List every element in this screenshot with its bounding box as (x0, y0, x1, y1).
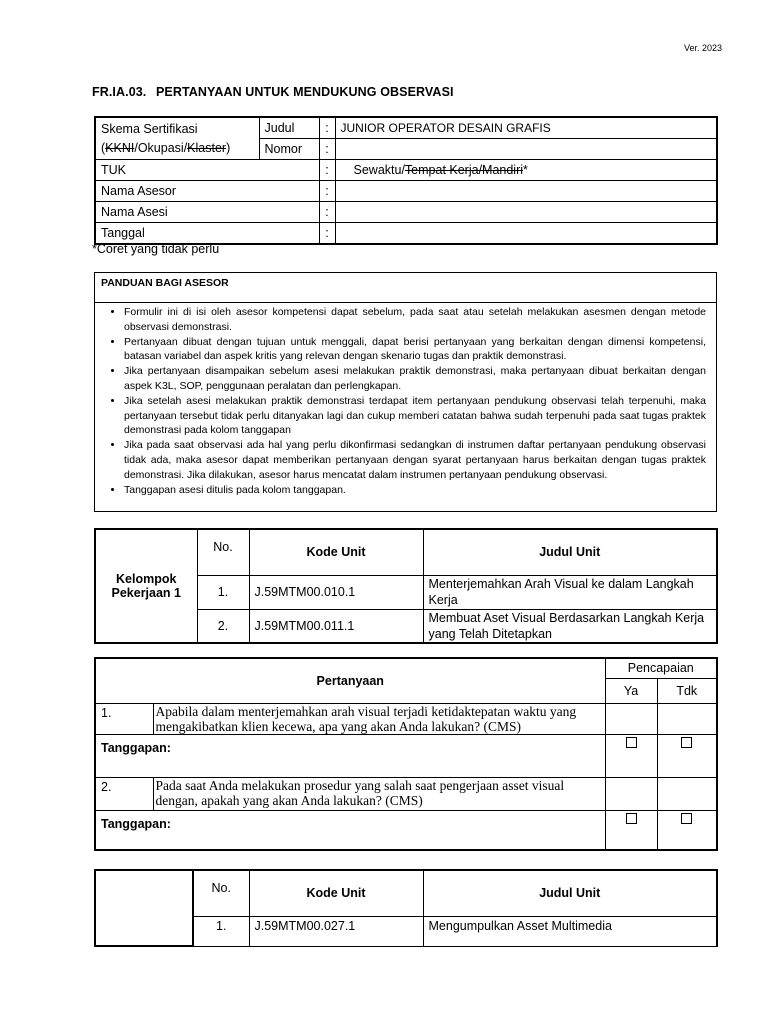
col-tdk: Tdk (657, 678, 717, 703)
asesi-value[interactable] (335, 202, 717, 223)
judul-value[interactable]: JUNIOR OPERATOR DESAIN GRAFIS (335, 117, 717, 139)
question-table (94, 657, 718, 851)
nomor-value[interactable] (335, 139, 717, 160)
klaster-struck: Klaster (187, 140, 227, 155)
panduan-title: PANDUAN BAGI ASESOR (95, 273, 716, 303)
tanggapan-row (95, 734, 717, 777)
tdk-checkbox[interactable] (681, 737, 692, 748)
panduan-item: • Formulir ini di isi oleh asesor kompetensi dapat sebelum, pada saat atau setelah melakukan asesmen dengan metode observasi demonstrasi. (124, 305, 706, 335)
ya-checkbox[interactable] (626, 737, 637, 748)
tuk-struck: Tempat Kerja/Mandiri (404, 163, 524, 177)
ya-cell (605, 703, 657, 734)
col-kode: Kode Unit (249, 870, 423, 916)
skema-cell (95, 117, 259, 160)
row-judul: Menterjemahkan Arah Visual ke dalam Langkah Kerja (423, 575, 717, 609)
col-no: No. (197, 529, 249, 575)
ya-cell (605, 777, 657, 810)
tdk-cell (657, 703, 717, 734)
panduan-item: • Tanggapan asesi ditulis pada kolom tanggapan. (124, 483, 706, 498)
col-no: No. (193, 870, 249, 916)
row-kode: J.59MTM00.010.1 (249, 575, 423, 609)
question-text: Apabila dalam menterjemahkan arah visual terjadi ketidaktepatan waktu yang mengakibatkan klien kecewa, apa yang akan Anda lakukan? (CMS) (153, 703, 605, 734)
row-judul: Membuat Aset Visual Berdasarkan Langkah Kerja yang Telah Ditetapkan (423, 609, 717, 643)
row-judul: Mengumpulkan Asset Multimedia (423, 916, 717, 946)
panduan-item: • Jika pertanyaan disampaikan sebelum asesi melakukan praktik demonstrasi, maka pertanyaan dibuat berkaitan dengan aspek K3L, SOP, penggunaan peralatan dan perlengkapan. (124, 364, 706, 394)
question-row (95, 777, 717, 810)
tanggal-label: Tanggal (95, 223, 319, 245)
asesi-label: Nama Asesi (95, 202, 319, 223)
tanggapan-row (95, 810, 717, 850)
form-title (92, 85, 454, 99)
question-no: 2. (95, 777, 153, 810)
kelompok-blank (95, 870, 193, 946)
unit-table-2 (94, 869, 718, 947)
panduan-item: • Pertanyaan dibuat dengan tujuan untuk menggali, dapat berisi pertanyaan yang berkaitan dengan dimensi kompetensi, batasan variabel dan aspek kritis yang relevan dengan skenario tugas dan praktik demonstrasi. (124, 335, 706, 365)
tuk-value[interactable]: Sewaktu/Tempat Kerja/Mandiri* (335, 160, 717, 181)
kkni-struck: KKNI (105, 140, 135, 155)
row-kode: J.59MTM00.027.1 (249, 916, 423, 946)
panduan-box (94, 272, 717, 512)
asesor-label: Nama Asesor (95, 181, 319, 202)
kelompok-label: Kelompok Pekerjaan 1 (95, 529, 197, 643)
tuk-label: TUK (95, 160, 319, 181)
panduan-list (95, 303, 716, 497)
strike-note: *Coret yang tidak perlu (92, 242, 220, 256)
ya-checkbox[interactable] (626, 813, 637, 824)
question-text: Pada saat Anda melakukan prosedur yang salah saat pengerjaan asset visual dengan, apakah yang akan Anda lakukan? (CMS) (153, 777, 605, 810)
identity-table (94, 116, 718, 245)
col-judul: Judul Unit (423, 870, 717, 916)
version-label: Ver. 2023 (683, 43, 722, 53)
col-kode: Kode Unit (249, 529, 423, 575)
tdk-cell (657, 777, 717, 810)
form-code: FR.IA.03. (92, 85, 147, 99)
colon: : (319, 117, 335, 139)
unit-table-1 (94, 528, 718, 644)
judul-label: Judul (259, 117, 319, 139)
col-pertanyaan: Pertanyaan (95, 658, 605, 703)
colon: : (319, 139, 335, 160)
colon: : (319, 202, 335, 223)
col-judul: Judul Unit (423, 529, 717, 575)
tdk-checkbox[interactable] (681, 813, 692, 824)
colon: : (319, 223, 335, 245)
skema-subtitle: (KKNI/Okupasi/Klaster) (101, 140, 231, 155)
panduan-item: • Jika setelah asesi melakukan praktik demonstrasi terdapat item pertanyaan pendukung observasi telah terpenuhi, maka pertanyaan tersebut tidak perlu ditanyakan lagi dan cukup memberi catatan bahwa sudah terpenuhi pada saat tugas praktek demonstrasi pada kolom tanggapan (124, 394, 706, 438)
question-no: 1. (95, 703, 153, 734)
tanggapan-label[interactable]: Tanggapan: (95, 810, 605, 850)
row-kode: J.59MTM00.011.1 (249, 609, 423, 643)
question-row (95, 703, 717, 734)
nomor-label: Nomor (259, 139, 319, 160)
form-title-text: PERTANYAAN UNTUK MENDUKUNG OBSERVASI (155, 85, 454, 99)
asesor-value[interactable] (335, 181, 717, 202)
col-pencapaian: Pencapaian (605, 658, 717, 678)
colon: : (319, 160, 335, 181)
colon: : (319, 181, 335, 202)
col-ya: Ya (605, 678, 657, 703)
row-no: 2. (197, 609, 249, 643)
panduan-item: • Jika pada saat observasi ada hal yang perlu dikonfirmasi sedangkan di instrumen daftar pertanyaan pendukung observasi tidak ada, maka asesor dapat memberikan pertanyaan dengan syarat pertanyaan harus berkaitan dengan tugas praktek demonstrasi. Jika dilakukan, asesor harus mencatat dalam instrumen pertanyaan pendukung observasi. (124, 438, 706, 482)
tanggal-value[interactable] (335, 223, 717, 245)
row-no: 1. (197, 575, 249, 609)
skema-label: Skema Sertifikasi (101, 121, 198, 136)
tanggapan-label[interactable]: Tanggapan: (95, 734, 605, 777)
row-no: 1. (193, 916, 249, 946)
